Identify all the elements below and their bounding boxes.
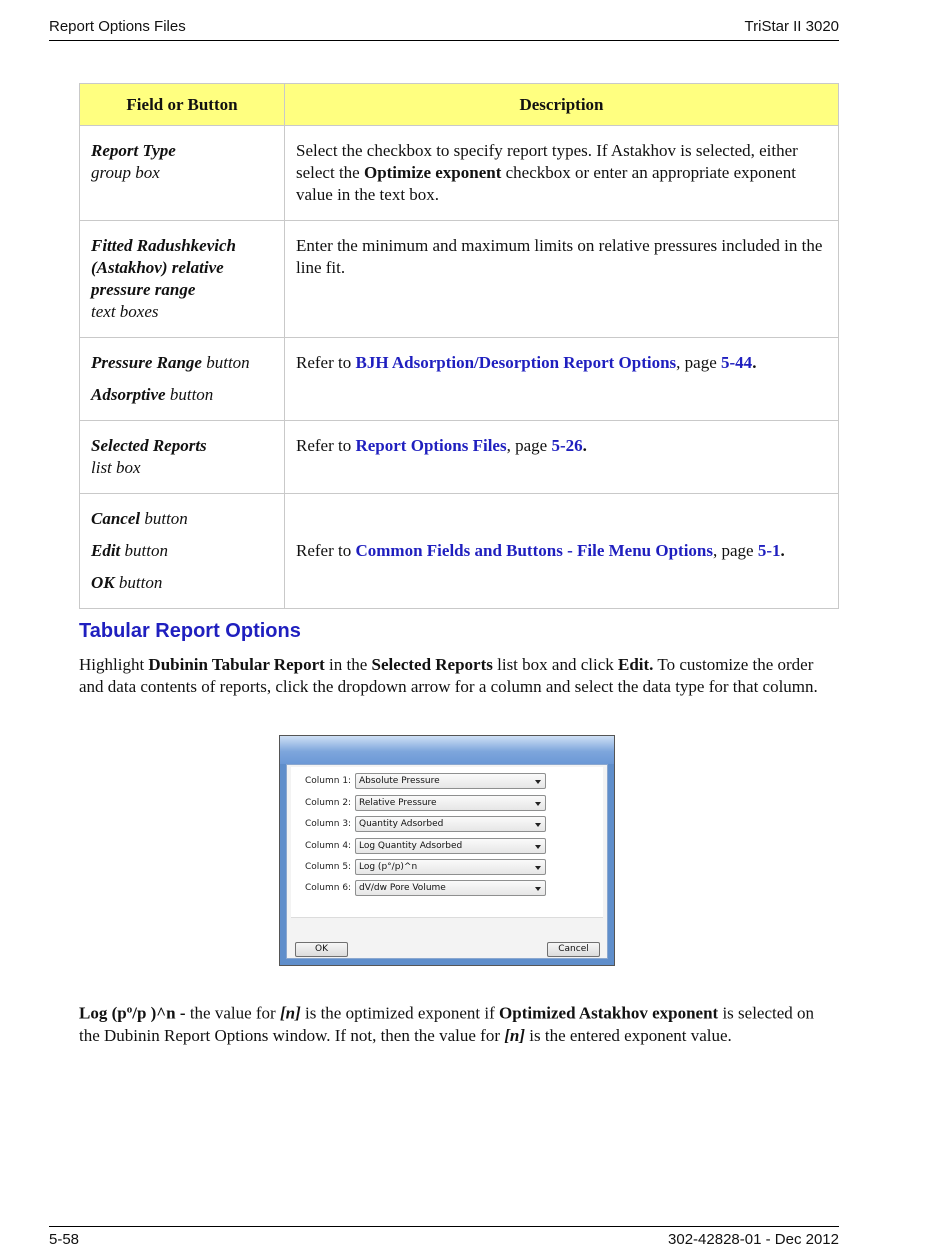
header-product-name: TriStar II 3020 bbox=[744, 18, 839, 35]
link-page-5-1[interactable]: 5-1 bbox=[757, 541, 781, 560]
table-header-description: Description bbox=[285, 84, 839, 126]
field-cell bbox=[80, 421, 285, 494]
field-name: OK bbox=[91, 573, 115, 592]
link-page-5-44[interactable]: 5-44 bbox=[721, 353, 753, 372]
paragraph-bold: Dubinin Tabular Report bbox=[148, 655, 325, 674]
section-paragraph bbox=[79, 654, 839, 698]
field-cell bbox=[80, 126, 285, 221]
dialog-columns-panel bbox=[291, 767, 603, 918]
field-type: button bbox=[114, 573, 163, 592]
description-text: Enter the minimum and maximum limits on relative pressures included in the line fit. bbox=[296, 236, 823, 277]
paragraph-bold: Selected Reports bbox=[371, 655, 493, 674]
page-number: 5-58 bbox=[49, 1231, 80, 1248]
description-text: , page bbox=[506, 436, 552, 455]
description-cell bbox=[285, 221, 839, 338]
description-cell bbox=[285, 338, 839, 421]
description-text: Refer to bbox=[296, 541, 356, 560]
description-text: Select the checkbox to specify report types. If Astakhov is selected, either select the bbox=[296, 141, 798, 182]
field-name: Edit bbox=[91, 541, 121, 560]
column-label: Column 2: bbox=[305, 798, 352, 808]
link-bjh-report-options[interactable]: BJH Adsorption/Desorption Report Options bbox=[355, 353, 677, 372]
dropdown-value: Absolute Pressure bbox=[359, 776, 440, 786]
column-5-dropdown[interactable] bbox=[355, 859, 546, 875]
field-type: button bbox=[201, 353, 250, 372]
note-superscript: o bbox=[126, 1003, 133, 1015]
field-name: Cancel bbox=[91, 509, 141, 528]
options-table bbox=[79, 83, 839, 609]
description-cell bbox=[285, 126, 839, 221]
header-section-title: Report Options Files bbox=[49, 18, 186, 35]
table-row bbox=[80, 494, 839, 609]
section-heading: Tabular Report Options bbox=[79, 620, 301, 642]
column-label: Column 6: bbox=[305, 883, 352, 893]
note-bold: Log (p bbox=[79, 1003, 127, 1023]
field-name: Adsorptive bbox=[91, 385, 166, 404]
paragraph-text: To customize the order and data contents of reports, click the dropdown arrow for a column and select the data type for that column. bbox=[79, 655, 818, 696]
column-4-dropdown[interactable] bbox=[355, 838, 546, 854]
field-name: Selected Reports bbox=[91, 436, 207, 455]
description-text: Refer to bbox=[296, 436, 356, 455]
paragraph-text: list box and click bbox=[492, 655, 618, 674]
dropdown-value: Log (p°/p)^n bbox=[359, 862, 418, 872]
field-name: Fitted Radushkevich (Astakhov) relative pressure range bbox=[91, 236, 236, 299]
column-label: Column 4: bbox=[305, 841, 352, 851]
table-row bbox=[80, 221, 839, 338]
column-label: Column 5: bbox=[305, 862, 352, 872]
description-text: , page bbox=[713, 541, 758, 560]
description-text: . bbox=[752, 353, 757, 372]
chevron-down-icon bbox=[535, 866, 541, 870]
description-text: , page bbox=[676, 353, 722, 372]
column-6-dropdown[interactable] bbox=[355, 880, 546, 896]
field-cell bbox=[80, 221, 285, 338]
note-text: is selected on the Dubinin Report Options window. If not, then the value for bbox=[79, 1003, 815, 1045]
ok-button[interactable]: OK bbox=[295, 942, 348, 957]
dropdown-value: Log Quantity Adsorbed bbox=[359, 841, 463, 851]
field-type: group box bbox=[91, 163, 160, 182]
field-type: text boxes bbox=[91, 302, 159, 321]
column-label: Column 3: bbox=[305, 819, 352, 829]
field-type: button bbox=[140, 509, 188, 528]
note-bold: /p )^n - bbox=[132, 1003, 186, 1023]
table-row bbox=[80, 421, 839, 494]
column-label: Column 1: bbox=[305, 776, 352, 786]
description-cell bbox=[285, 494, 839, 609]
description-cell bbox=[285, 421, 839, 494]
link-page-5-26[interactable]: 5-26 bbox=[551, 436, 583, 455]
dropdown-value: Quantity Adsorbed bbox=[359, 819, 444, 829]
page-header bbox=[49, 18, 839, 41]
description-text: checkbox or enter an appropriate exponent value in the text box. bbox=[296, 163, 796, 204]
description-text: Refer to bbox=[296, 353, 356, 372]
cancel-button[interactable]: Cancel bbox=[547, 942, 600, 957]
field-cell bbox=[80, 338, 285, 421]
description-bold: Optimize exponent bbox=[363, 163, 502, 182]
description-text: . bbox=[780, 541, 785, 560]
field-name: Pressure Range bbox=[91, 353, 202, 372]
log-note-paragraph bbox=[79, 998, 839, 1047]
tabular-report-dialog-screenshot bbox=[279, 735, 615, 966]
chevron-down-icon bbox=[535, 845, 541, 849]
page-footer bbox=[49, 1226, 839, 1249]
chevron-down-icon bbox=[535, 823, 541, 827]
chevron-down-icon bbox=[535, 802, 541, 806]
paragraph-text: in the bbox=[324, 655, 372, 674]
column-2-dropdown[interactable] bbox=[355, 795, 546, 811]
document-number: 302-42828-01 - Dec 2012 bbox=[668, 1231, 839, 1248]
chevron-down-icon bbox=[535, 887, 541, 891]
paragraph-bold: Edit. bbox=[618, 655, 654, 674]
field-type: list box bbox=[91, 458, 141, 477]
chevron-down-icon bbox=[535, 780, 541, 784]
table-header-field: Field or Button bbox=[80, 84, 285, 126]
dialog-titlebar bbox=[280, 736, 614, 764]
field-name: Report Type bbox=[91, 141, 176, 160]
paragraph-text: Highlight bbox=[79, 655, 149, 674]
table-header-row bbox=[80, 84, 839, 126]
link-common-fields-buttons[interactable]: Common Fields and Buttons - File Menu Options bbox=[355, 541, 713, 560]
description-text: . bbox=[582, 436, 587, 455]
dropdown-value: Relative Pressure bbox=[359, 798, 437, 808]
link-report-options-files[interactable]: Report Options Files bbox=[355, 436, 507, 455]
note-text: is the entered exponent value. bbox=[525, 1025, 732, 1045]
note-variable: [n] bbox=[504, 1025, 526, 1045]
field-type: button bbox=[120, 541, 168, 560]
column-3-dropdown[interactable] bbox=[355, 816, 546, 832]
dialog-client-area bbox=[286, 764, 608, 959]
dropdown-value: dV/dw Pore Volume bbox=[359, 883, 446, 893]
field-cell bbox=[80, 494, 285, 609]
field-type: button bbox=[165, 385, 214, 404]
table-row bbox=[80, 338, 839, 421]
note-text: the value for bbox=[185, 1003, 280, 1023]
column-1-dropdown[interactable] bbox=[355, 773, 546, 789]
note-text: is the optimized exponent if bbox=[300, 1003, 500, 1023]
note-bold: Optimized Astakhov exponent bbox=[499, 1003, 719, 1023]
table-row bbox=[80, 126, 839, 221]
note-variable: [n] bbox=[279, 1003, 301, 1023]
